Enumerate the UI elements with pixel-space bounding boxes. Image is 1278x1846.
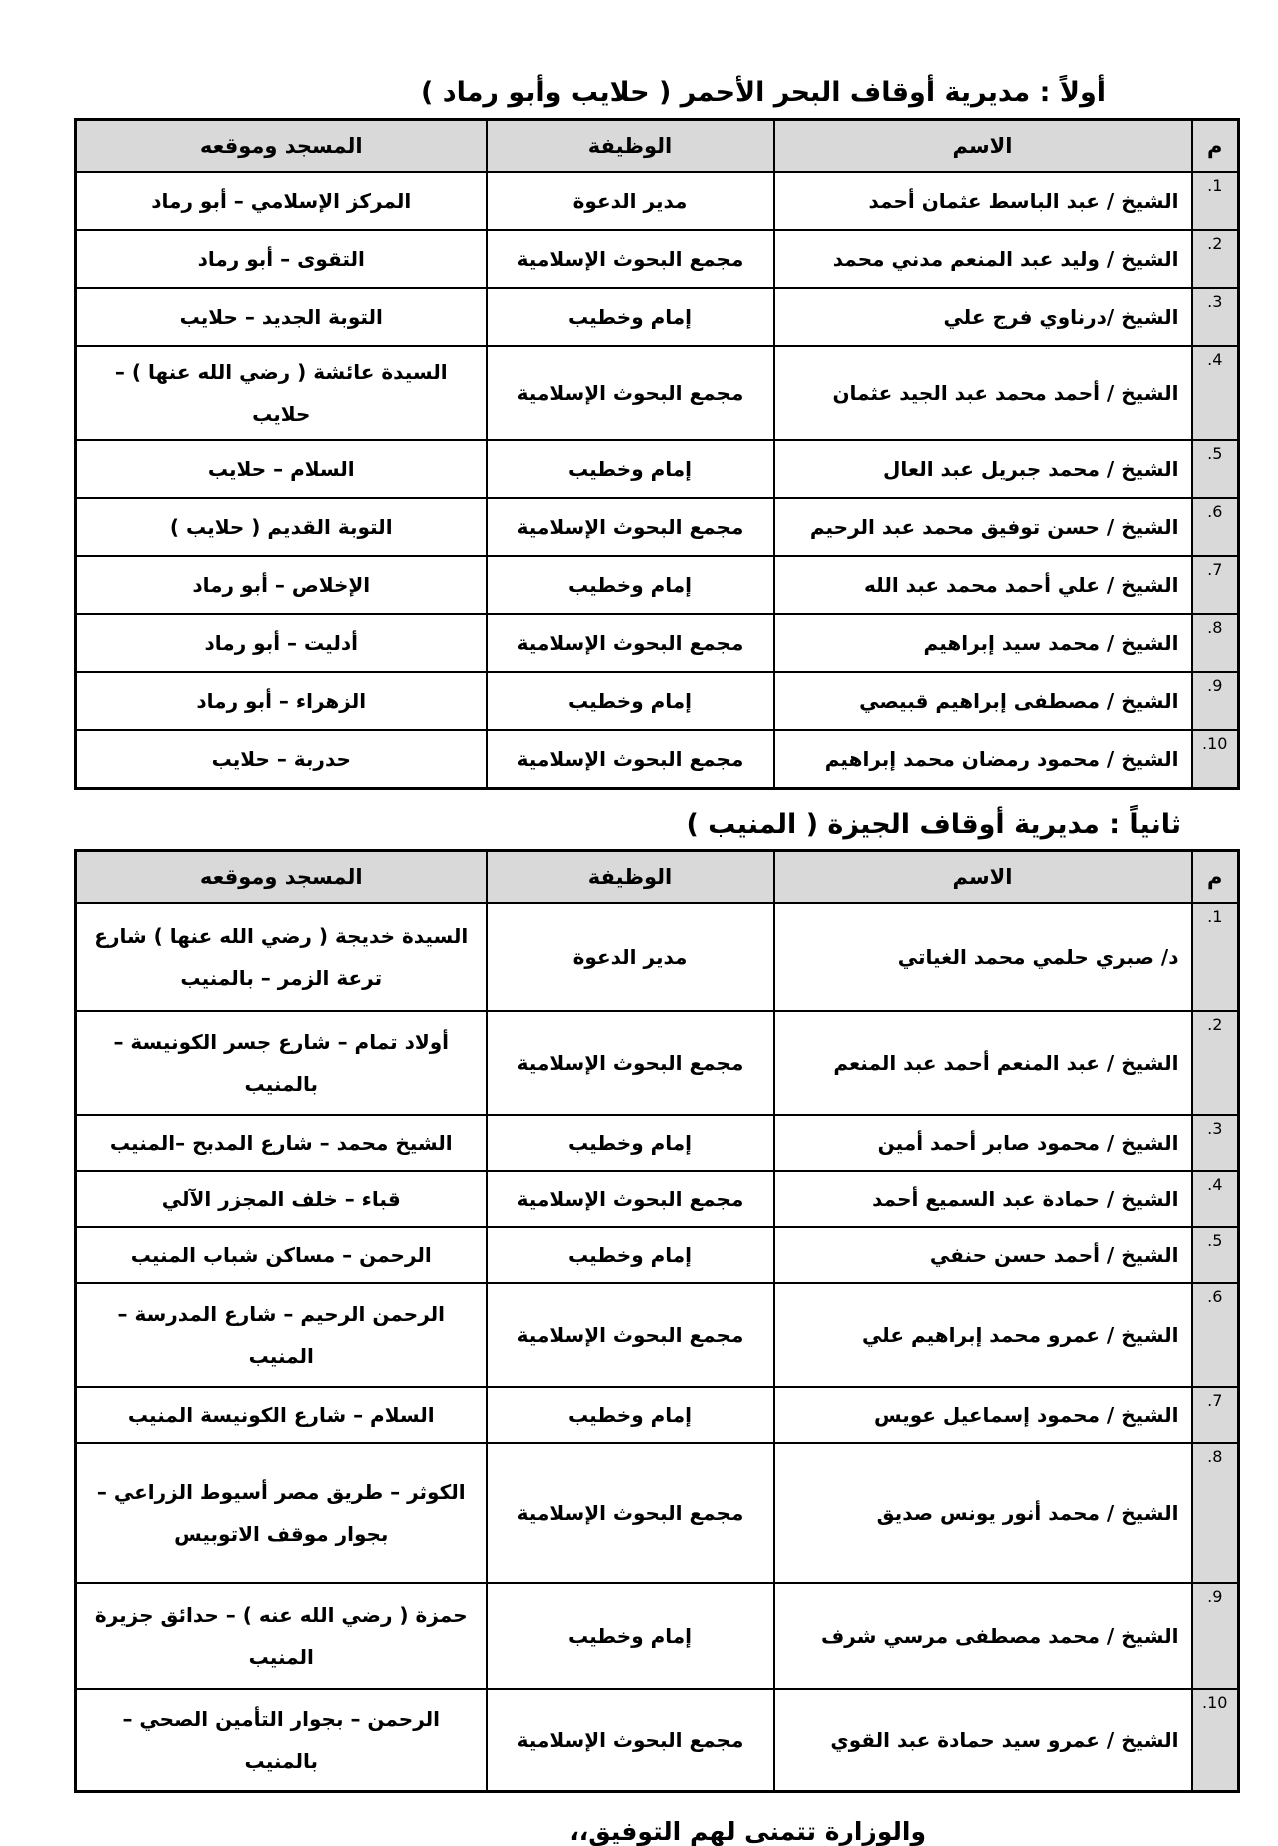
table-row: [76, 172, 1239, 230]
row-number: 10.: [1192, 730, 1239, 789]
job-title: مجمع البحوث الإسلامية: [487, 614, 774, 672]
job-title: مجمع البحوث الإسلامية: [487, 730, 774, 789]
table-row: [76, 672, 1239, 730]
mosque-location: السلام – حلايب: [76, 440, 487, 498]
row-number: 4.: [1192, 1171, 1239, 1227]
row-number: 6.: [1192, 1283, 1239, 1387]
sheikh-name: الشيخ / أحمد محمد عبد الجيد عثمان: [774, 346, 1192, 440]
column-header-mosque: المسجد وموقعه: [76, 119, 487, 172]
mosque-location: أولاد تمام – شارع جسر الكونيسة – بالمنيب: [76, 1011, 487, 1115]
mosque-location: قباء – خلف المجزر الآلي: [76, 1171, 487, 1227]
row-number: 8.: [1192, 1443, 1239, 1583]
section2-table: [74, 849, 1240, 1793]
table-row: [76, 614, 1239, 672]
table-header-row: [76, 119, 1239, 172]
job-title: إمام وخطيب: [487, 1583, 774, 1689]
job-title: مدير الدعوة: [487, 172, 774, 230]
mosque-location: الرحمن – مساكن شباب المنيب: [76, 1227, 487, 1283]
job-title: إمام وخطيب: [487, 288, 774, 346]
sheikh-name: الشيخ / عمرو سيد حمادة عبد القوي: [774, 1689, 1192, 1792]
sheikh-name: الشيخ / مصطفى إبراهيم قبيصي: [774, 672, 1192, 730]
table-row: [76, 1227, 1239, 1283]
row-number: 1.: [1192, 903, 1239, 1011]
section2-title: ثانياً : مديرية أوقاف الجيزة ( المنيب ): [686, 808, 1181, 840]
row-number: 6.: [1192, 498, 1239, 556]
table-row: [76, 288, 1239, 346]
mosque-location: حمزة ( رضي الله عنه ) – حدائق جزيرة المنيب: [76, 1583, 487, 1689]
table-row: [76, 440, 1239, 498]
job-title: إمام وخطيب: [487, 556, 774, 614]
row-number: 10.: [1192, 1689, 1239, 1792]
row-number: 7.: [1192, 556, 1239, 614]
table-row: [76, 1387, 1239, 1443]
column-header-job: الوظيفة: [487, 119, 774, 172]
row-number: 5.: [1192, 1227, 1239, 1283]
row-number: 3.: [1192, 1115, 1239, 1171]
mosque-location: أدليت – أبو رماد: [76, 614, 487, 672]
job-title: مجمع البحوث الإسلامية: [487, 346, 774, 440]
sheikh-name: الشيخ / محمد أنور يونس صديق: [774, 1443, 1192, 1583]
table-header-row: [76, 851, 1239, 904]
row-number: 7.: [1192, 1387, 1239, 1443]
sheikh-name: الشيخ / محمد سيد إبراهيم: [774, 614, 1192, 672]
column-header-mosque: المسجد وموقعه: [76, 851, 487, 904]
row-number: 2.: [1192, 230, 1239, 288]
mosque-location: الزهراء – أبو رماد: [76, 672, 487, 730]
sheikh-name: الشيخ / محمود رمضان محمد إبراهيم: [774, 730, 1192, 789]
sheikh-name: الشيخ / عمرو محمد إبراهيم علي: [774, 1283, 1192, 1387]
sheikh-name: الشيخ / أحمد حسن حنفي: [774, 1227, 1192, 1283]
sheikh-name: الشيخ / محمد جبريل عبد العال: [774, 440, 1192, 498]
sheikh-name: الشيخ /درناوي فرج علي: [774, 288, 1192, 346]
table-row: [76, 730, 1239, 789]
job-title: مدير الدعوة: [487, 903, 774, 1011]
closing-note: والوزارة تتمنى لهم التوفيق،،: [569, 1817, 926, 1846]
sheikh-name: الشيخ / حسن توفيق محمد عبد الرحيم: [774, 498, 1192, 556]
table-row: [76, 1115, 1239, 1171]
sheikh-name: د/ صبري حلمي محمد الغياتي: [774, 903, 1192, 1011]
sheikh-name: الشيخ / عبد الباسط عثمان أحمد: [774, 172, 1192, 230]
mosque-location: الرحمن الرحيم – شارع المدرسة – المنيب: [76, 1283, 487, 1387]
job-title: مجمع البحوث الإسلامية: [487, 230, 774, 288]
row-number: 4.: [1192, 346, 1239, 440]
job-title: مجمع البحوث الإسلامية: [487, 1689, 774, 1792]
table-row: [76, 1171, 1239, 1227]
mosque-location: السيدة خديجة ( رضي الله عنها ) شارع ترعة الزمر – بالمنيب: [76, 903, 487, 1011]
column-header-name: الاسم: [774, 851, 1192, 904]
mosque-location: السيدة عائشة ( رضي الله عنها ) – حلايب: [76, 346, 487, 440]
table-row: [76, 346, 1239, 440]
mosque-location: المركز الإسلامي – أبو رماد: [76, 172, 487, 230]
mosque-location: حدربة – حلايب: [76, 730, 487, 789]
sheikh-name: الشيخ / عبد المنعم أحمد عبد المنعم: [774, 1011, 1192, 1115]
sheikh-name: الشيخ / محمد مصطفى مرسي شرف: [774, 1583, 1192, 1689]
job-title: مجمع البحوث الإسلامية: [487, 498, 774, 556]
row-number: 3.: [1192, 288, 1239, 346]
job-title: إمام وخطيب: [487, 1387, 774, 1443]
table-row: [76, 498, 1239, 556]
column-header-job: الوظيفة: [487, 851, 774, 904]
mosque-location: التوبة الجديد – حلايب: [76, 288, 487, 346]
row-number: 8.: [1192, 614, 1239, 672]
column-header-number: م: [1192, 119, 1239, 172]
row-number: 1.: [1192, 172, 1239, 230]
job-title: مجمع البحوث الإسلامية: [487, 1283, 774, 1387]
job-title: مجمع البحوث الإسلامية: [487, 1171, 774, 1227]
job-title: إمام وخطيب: [487, 672, 774, 730]
mosque-location: التقوى – أبو رماد: [76, 230, 487, 288]
row-number: 5.: [1192, 440, 1239, 498]
sheikh-name: الشيخ / محمود إسماعيل عويس: [774, 1387, 1192, 1443]
section1-table: [74, 118, 1240, 790]
row-number: 9.: [1192, 1583, 1239, 1689]
job-title: مجمع البحوث الإسلامية: [487, 1011, 774, 1115]
job-title: إمام وخطيب: [487, 440, 774, 498]
job-title: إمام وخطيب: [487, 1115, 774, 1171]
mosque-location: الكوثر – طريق مصر أسيوط الزراعي – بجوار موقف الاتوبيس: [76, 1443, 487, 1583]
column-header-number: م: [1192, 851, 1239, 904]
sheikh-name: الشيخ / وليد عبد المنعم مدني محمد: [774, 230, 1192, 288]
sheikh-name: الشيخ / علي أحمد محمد عبد الله: [774, 556, 1192, 614]
table-row: [76, 903, 1239, 1011]
table-row: [76, 230, 1239, 288]
mosque-location: التوبة القديم ( حلايب ): [76, 498, 487, 556]
table-row: [76, 1011, 1239, 1115]
sheikh-name: الشيخ / حمادة عبد السميع أحمد: [774, 1171, 1192, 1227]
mosque-location: السلام – شارع الكونيسة المنيب: [76, 1387, 487, 1443]
row-number: 9.: [1192, 672, 1239, 730]
mosque-location: الإخلاص – أبو رماد: [76, 556, 487, 614]
table-row: [76, 556, 1239, 614]
table-row: [76, 1583, 1239, 1689]
table-row: [76, 1689, 1239, 1792]
table-row: [76, 1283, 1239, 1387]
mosque-location: الشيخ محمد – شارع المدبح –المنيب: [76, 1115, 487, 1171]
sheikh-name: الشيخ / محمود صابر أحمد أمين: [774, 1115, 1192, 1171]
job-title: مجمع البحوث الإسلامية: [487, 1443, 774, 1583]
section1-title: أولاً : مديرية أوقاف البحر الأحمر ( حلايب وأبو رماد ): [420, 77, 1106, 108]
table-row: [76, 1443, 1239, 1583]
column-header-name: الاسم: [774, 119, 1192, 172]
row-number: 2.: [1192, 1011, 1239, 1115]
mosque-location: الرحمن – بجوار التأمين الصحي – بالمنيب: [76, 1689, 487, 1792]
job-title: إمام وخطيب: [487, 1227, 774, 1283]
